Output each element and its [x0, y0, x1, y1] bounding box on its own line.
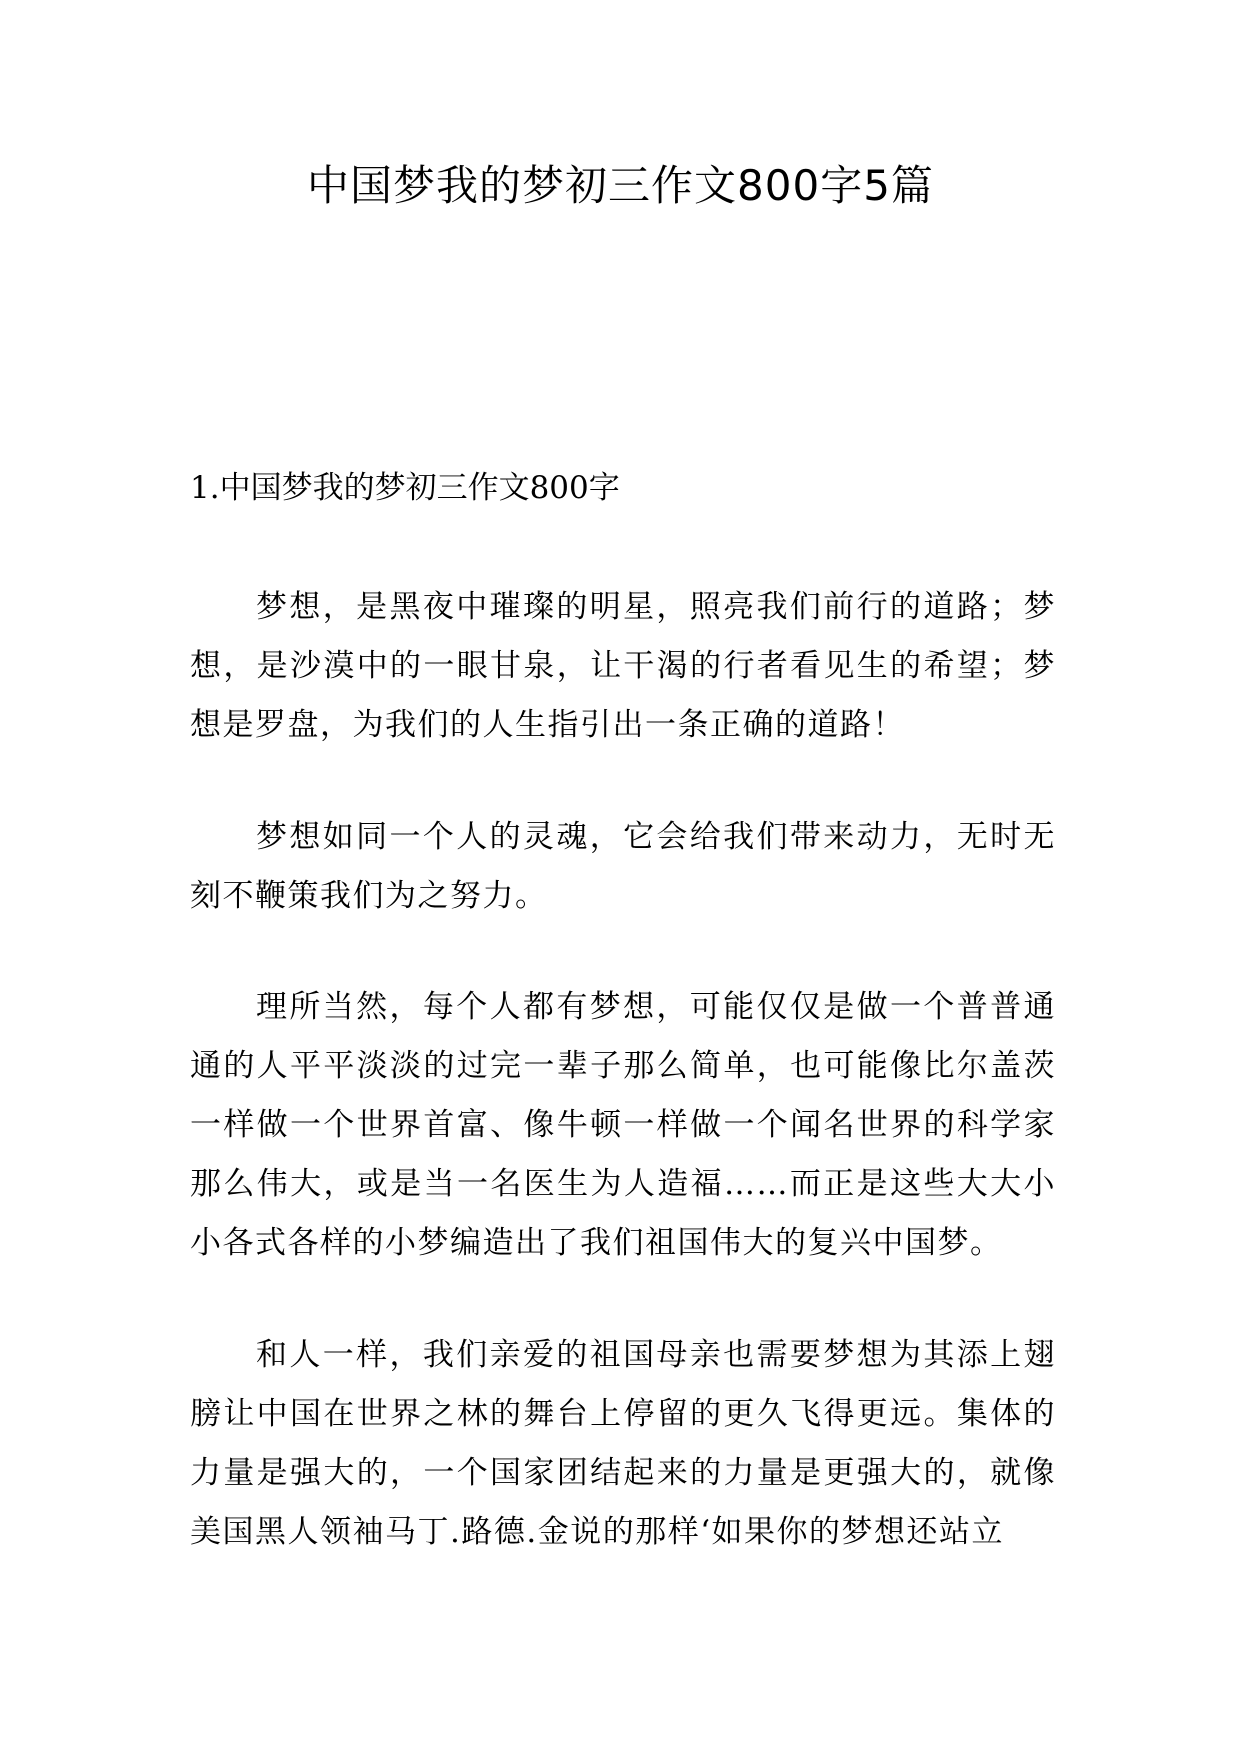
- paragraph-1: 梦想，是黑夜中璀璨的明星，照亮我们前行的道路；梦想，是沙漠中的一眼甘泉，让干渴的行者看见生的希望；梦想是罗盘，为我们的人生指引出一条正确的道路！: [190, 589, 1056, 743]
- document-title: 中国梦我的梦初三作文800字5篇: [307, 161, 934, 210]
- paragraph-2: 梦想如同一个人的灵魂，它会给我们带来动力，无时无刻不鞭策我们为之努力。: [190, 819, 1056, 914]
- section-heading: 1.中国梦我的梦初三作文800字: [190, 470, 620, 506]
- paragraph-4: 和人一样，我们亲爱的祖国母亲也需要梦想为其添上翅膀让中国在世界之林的舞台上停留的更久飞得更远。集体的力量是强大的，一个国家团结起来的力量是更强大的，就像美国黑人领袖马丁.路德.金说的那样‘如果你的梦想还站立: [190, 1337, 1056, 1550]
- paragraph-3: 理所当然，每个人都有梦想，可能仅仅是做一个普普通通的人平平淡淡的过完一辈子那么简单，也可能像比尔盖茨一样做一个世界首富、像牛顿一样做一个闻名世界的科学家那么伟大，或是当一名医生为人造福……而正是这些大大小小各式各样的小梦编造出了我们祖国伟大的复兴中国梦。: [190, 989, 1056, 1261]
